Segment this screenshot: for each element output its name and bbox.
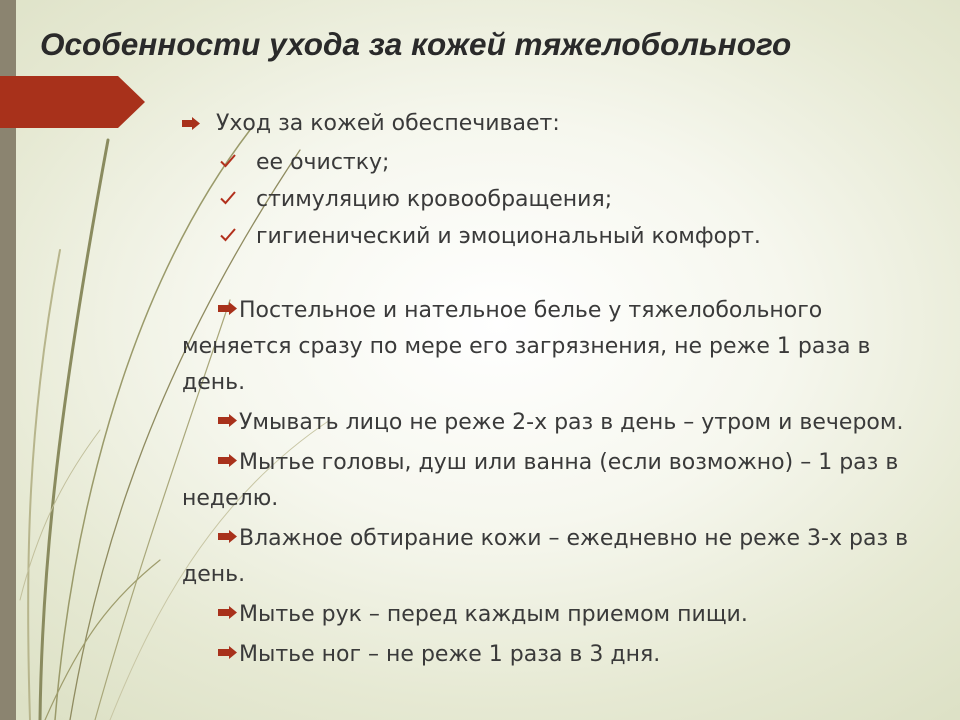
- rule-paragraph: [182, 637, 927, 673]
- rule-text: Умывать лицо не реже 2-х раз в день – утром и вечером.: [239, 410, 904, 435]
- checklist-item-text: гигиенический и эмоциональный комфорт.: [256, 224, 761, 249]
- rules-list: [182, 293, 927, 673]
- rule-paragraph: [182, 405, 927, 441]
- right-pointing-arrow-icon: [218, 454, 237, 467]
- checklist-item: [182, 144, 927, 181]
- checklist-item-text: ее очистку;: [256, 150, 390, 175]
- checklist-item-text: стимуляцию кровообращения;: [256, 187, 613, 212]
- rule-text: Мытье головы, душ или ванна (если возможно) – 1 раз в неделю.: [182, 450, 899, 511]
- rule-text: Постельное и нательное белье у тяжелобольного меняется сразу по мере его загрязнения, не реже 1 раза в день.: [182, 298, 871, 395]
- rule-text: Мытье ног – не реже 1 раза в 3 дня.: [239, 642, 661, 667]
- checkmark-icon: [220, 153, 236, 169]
- right-pointing-arrow-icon: [218, 414, 237, 427]
- rule-paragraph: [182, 597, 927, 633]
- checkmark-icon: [220, 227, 236, 243]
- rule-paragraph: [182, 293, 927, 401]
- right-pointing-arrow-icon: [182, 117, 200, 130]
- rule-text: Влажное обтирание кожи – ежедневно не реже 3-х раз в день.: [182, 526, 909, 587]
- checkmark-icon: [220, 190, 236, 206]
- checklist: [182, 144, 927, 255]
- rule-paragraph: [182, 445, 927, 517]
- checklist-item: [182, 181, 927, 218]
- content-area: [182, 108, 927, 677]
- right-pointing-arrow-icon: [218, 646, 237, 659]
- right-pointing-arrow-icon: [218, 606, 237, 619]
- rule-text: Мытье рук – перед каждым приемом пищи.: [239, 602, 748, 627]
- accent-arrow-shape: [0, 76, 145, 128]
- checklist-item: [182, 218, 927, 255]
- intro-line: [182, 108, 927, 140]
- rule-paragraph: [182, 521, 927, 593]
- intro-text: Уход за кожей обеспечивает:: [216, 111, 560, 136]
- right-pointing-arrow-icon: [218, 530, 237, 543]
- right-pointing-arrow-icon: [218, 302, 237, 315]
- page-title: Особенности ухода за кожей тяжелобольного: [40, 26, 792, 62]
